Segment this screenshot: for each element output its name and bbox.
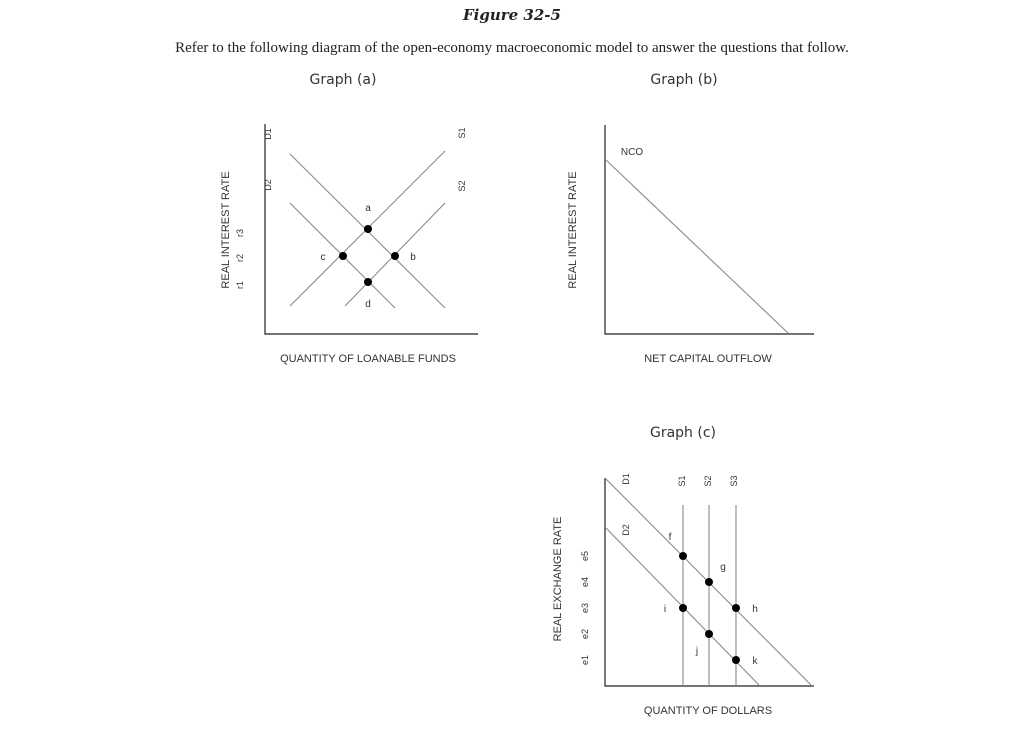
rate-label-e4: e4 <box>580 576 590 588</box>
rate-label-e2: e2 <box>580 628 590 640</box>
graph-c-x-label: QUANTITY OF DOLLARS <box>643 705 773 717</box>
curve-label-d2: D2 <box>621 524 631 536</box>
rate-label-r1: r1 <box>235 280 245 290</box>
curve-label-s3: S3 <box>729 475 739 487</box>
graph-c-title: Graph (c) <box>649 425 716 441</box>
rate-label-e3: e3 <box>580 602 590 614</box>
point-i-dot <box>679 604 687 612</box>
rate-label-r2: r2 <box>235 253 245 263</box>
point-k-label: k <box>752 656 758 667</box>
curve-label-s1: S1 <box>457 127 467 139</box>
graph-b <box>567 125 814 365</box>
point-f-dot <box>679 552 687 560</box>
point-j-label: j <box>695 646 699 657</box>
intro-text: Refer to the following diagram of the open-economy macroeconomic model to answer the questions that follow. <box>175 40 849 56</box>
point-a-dot <box>364 225 372 233</box>
graph-a-title: Graph (a) <box>309 72 377 88</box>
graph-b-x-label: NET CAPITAL OUTFLOW <box>644 353 772 365</box>
rate-label-e1: e1 <box>580 654 590 666</box>
point-h-label: h <box>752 604 758 615</box>
point-a-label: a <box>365 203 371 214</box>
curve-label-d2: D2 <box>263 179 273 191</box>
point-c-dot <box>339 252 347 260</box>
graph-c-y-label: REAL EXCHANGE RATE <box>552 516 564 642</box>
nco-curve <box>606 160 788 333</box>
graph-a-x-label: QUANTITY OF LOANABLE FUNDS <box>280 353 456 365</box>
point-g-label: g <box>720 562 726 573</box>
curve-label-d1: D1 <box>263 128 273 140</box>
point-f-label: f <box>668 532 672 543</box>
point-d-dot <box>364 278 372 286</box>
point-c-label: c <box>320 252 326 263</box>
curve-label-s1: S1 <box>677 475 687 487</box>
rate-label-e5: e5 <box>580 550 590 562</box>
curve-label-s2: S2 <box>457 180 467 192</box>
rate-label-r3: r3 <box>235 228 245 238</box>
curve-label-d1: D1 <box>621 473 631 485</box>
graph-a <box>220 124 478 365</box>
nco-curve-label: NCO <box>620 147 644 158</box>
point-k-dot <box>732 656 740 664</box>
graph-b-title: Graph (b) <box>650 72 718 88</box>
graph-c <box>552 473 814 717</box>
point-j-dot <box>705 630 713 638</box>
point-h-dot <box>732 604 740 612</box>
point-g-dot <box>705 578 713 586</box>
figure-title: Figure 32-5 <box>463 6 561 24</box>
point-b-label: b <box>410 252 416 263</box>
point-i-label: i <box>663 604 667 615</box>
graph-b-y-label: REAL INTEREST RATE <box>567 171 579 289</box>
graph-a-y-label: REAL INTEREST RATE <box>220 171 232 289</box>
point-b-dot <box>391 252 399 260</box>
curve-label-s2: S2 <box>703 475 713 487</box>
point-d-label: d <box>365 299 371 310</box>
